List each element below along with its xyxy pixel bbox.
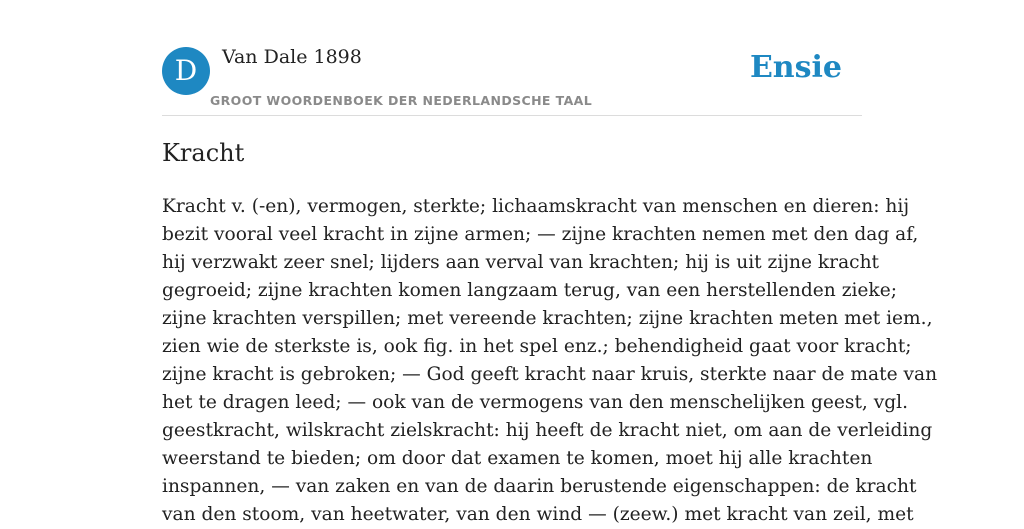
entry-headword: Kracht [162,139,245,167]
definition-line: Kracht v. (-en), vermogen, sterkte; lichaamskracht van menschen en dieren: hij [162,196,910,217]
dictionary-title[interactable]: Van Dale 1898 [222,46,362,68]
definition-line: inspannen, — van zaken en van de daarin berustende eigenschappen: de kracht [162,476,917,497]
definition-line: zijne krachten verspillen; met vereende krachten; zijne krachten meten met iem., [162,308,933,329]
dictionary-page [162,0,938,525]
definition-line: weerstand te bieden; om door dat examen te komen, moet hij alle krachten [162,448,873,469]
definition-line: geestkracht, wilskracht zielskracht: hij heeft de kracht niet, om aan de verleiding [162,420,933,441]
entry-definition [162,193,938,529]
dictionary-subtitle: GROOT WOORDENBOEK DER NEDERLANDSCHE TAAL [210,93,593,108]
definition-line: bezit vooral veel kracht in zijne armen; — zijne krachten nemen met den dag af, [162,224,919,245]
definition-line: zien wie de sterkste is, ook fig. in het spel enz.; behendigheid gaat voor kracht; [162,336,912,357]
page-header [162,0,862,116]
definition-line: hij verzwakt zeer snel; lijders aan verval van krachten; hij is uit zijne kracht [162,252,880,273]
dictionary-logo-icon[interactable]: D [162,47,210,95]
definition-line: van den stoom, van heetwater, van den wind — (zeew.) met kracht van zeil, met [162,504,914,525]
definition-line: gegroeid; zijne krachten komen langzaam terug, van een herstellenden zieke; [162,280,897,301]
ensie-brand-logo[interactable]: Ensie [749,50,842,85]
definition-line: zijne kracht is gebroken; — God geeft kracht naar kruis, sterkte naar de mate van [162,364,938,385]
definition-line: het te dragen leed; — ook van de vermogens van den menschelijken geest, vgl. [162,392,909,413]
